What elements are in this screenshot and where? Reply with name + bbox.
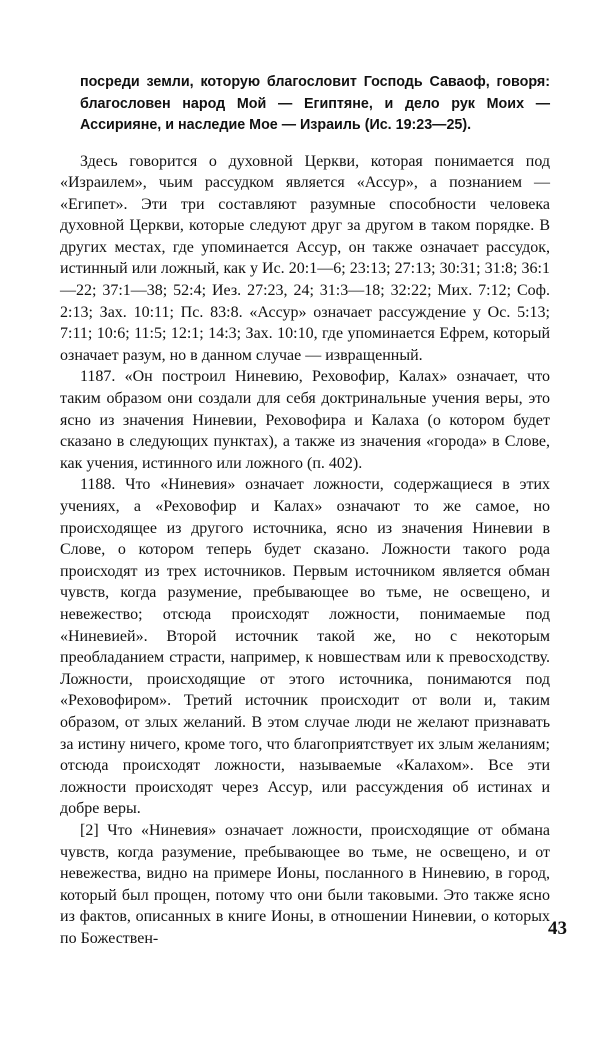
- paragraph-1188: 1188. Что «Ниневия» означает ложности, содержащиеся в этих учениях, а «Реховофир и Калах» означают то же самое, но происходящее из другого источника, ясно из значения Ниневии в Слове, о котором теперь будет сказано. Ложности такого рода происходят из трех источников. Первым источником является обман чувств, когда разумение, пребывающее во тьме, не освещено, и невежество; отсюда происходят ложности, понимаемые под «Ниневией». Второй источник такой же, но с некоторым преобладанием страсти, например, к новшествам или к превосходству. Ложности, происходящие от этого источника, понимаются под «Реховофиром». Третий источник происходит от воли и, таким образом, от злых желаний. В этом случае люди не желают признавать за истину ничего, кроме того, что благоприятствует их злым желаниям; отсюда происходят ложности, называемые «Калахом». Все эти ложности происходят через Ассур, или рассуждения об истинах и добре веры.: [60, 476, 550, 818]
- page-content: [60, 72, 550, 949]
- paragraph-1188-2: [2] Что «Ниневия» означает ложности, происходящие от обмана чувств, когда разумение, пребывающее во тьме, не освещено, и от невежества, видно на примере Ионы, посланного в Ниневию, в город, который был прощен, потому что они были таковыми. Это также ясно из фактов, описанных в книге Ионы, в отношении Ниневии, о которых по Божествен-: [60, 821, 550, 947]
- paragraph-intro: Здесь говорится о духовной Церкви, которая понимается под «Израилем», чьим рассудком является «Ассур», а познанием — «Египет». Эти три составляют разумные способности человека духовной Церкви, которые следуют друг за другом в таком порядке. В других местах, где упоминается Ассур, он также означает рассудок, истинный или ложный, как у Ис. 20:1—6; 23:13; 27:13; 30:31; 31:8; 36:1—22; 37:1—38; 52:4; Иез. 27:23, 24; 31:3—18; 32:22; Мих. 7:12; Соф. 2:13; Зах. 10:11; Пс. 83:8. «Ассур» означает рассуждение у Ос. 5:13; 7:11; 10:6; 11:5; 12:1; 14:3; Зах. 10:10, где упоминается Ефрем, который означает разум, но в данном случае — извращенный.: [60, 152, 550, 364]
- paragraph-1187: 1187. «Он построил Ниневию, Реховофир, Калах» означает, что таким образом они создали для себя доктринальные учения веры, это ясно из значения Ниневии, Реховофира и Калаха (о котором будет сказано в следующих пунктах), а также из значения «города» в Слове, как учения, истинного или ложного (п. 402).: [60, 368, 550, 472]
- scripture-quote: посреди земли, которую благословит Господь Саваоф, говоря: благословен народ Мой — Египтяне, и дело рук Моих — Ассирияне, и наследие Мое — Израиль (Ис. 19:23—25).: [80, 74, 550, 133]
- body-text: [60, 151, 550, 950]
- page-number: 43: [548, 918, 567, 939]
